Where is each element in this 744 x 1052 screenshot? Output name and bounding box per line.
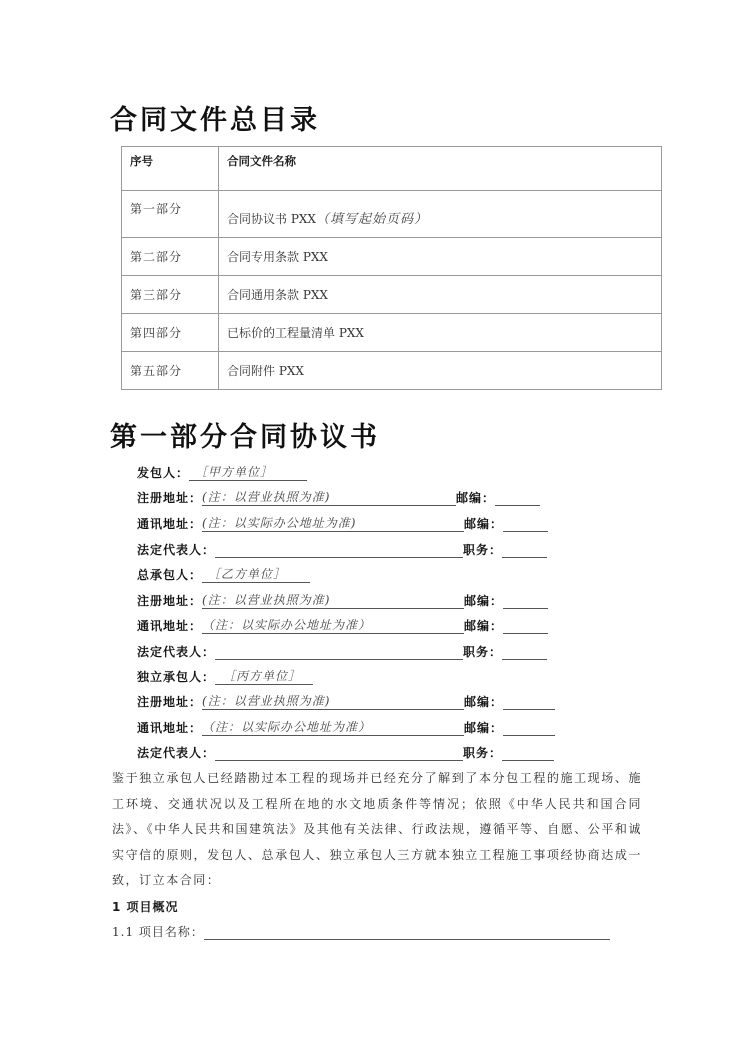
toc-doc-name: [219, 191, 662, 238]
independent-contractor-field[interactable]: ［丙方单位］: [215, 667, 313, 685]
toc-title: 合同文件总目录: [110, 105, 320, 136]
mail-address-field[interactable]: (注：以实际办公地址为准): [202, 514, 464, 532]
zip-field[interactable]: [503, 591, 548, 609]
toc-row: [122, 352, 662, 390]
zip-field[interactable]: [503, 692, 555, 710]
reg-address-label: 注册地址：: [137, 491, 203, 505]
position-label: 职务：: [463, 645, 503, 659]
toc-header-name: 合同文件名称: [219, 147, 662, 191]
toc-part: 第五部分: [122, 352, 219, 390]
toc-doc-name: 合同专用条款 PXX: [219, 238, 662, 276]
gc-reg-address-row: [137, 591, 548, 611]
toc-doc-name-text: 合同协议书 PXX: [227, 211, 316, 226]
reg-address-field[interactable]: (注：以营业执照为准): [202, 488, 456, 506]
general-contractor-label: 总承包人：: [137, 568, 203, 582]
project-name-label: 1.1 项目名称：: [112, 925, 204, 939]
legal-rep-label: 法定代表人：: [137, 645, 216, 659]
section-1-heading: 1 项目概况: [112, 900, 179, 914]
employer-label: 发包人：: [137, 466, 190, 480]
toc-table: [121, 146, 662, 390]
toc-row: [122, 238, 662, 276]
zip-label: 邮编：: [456, 491, 496, 505]
zip-label: 邮编：: [464, 695, 504, 709]
toc-page-hint: （填写起始页码）: [315, 211, 428, 227]
project-name-row: [112, 922, 610, 940]
project-name-field[interactable]: [204, 922, 610, 940]
employer-field[interactable]: ［甲方单位］: [189, 463, 307, 481]
toc-row: [122, 276, 662, 314]
toc-header-row: [122, 147, 662, 191]
zip-label: 邮编：: [464, 517, 504, 531]
position-label: 职务：: [463, 746, 503, 760]
mail-address-field[interactable]: （注：以实际办公地址为准）: [202, 718, 464, 736]
gc-rep-row: [137, 642, 547, 662]
agreement-title: 第一部分合同协议书: [110, 422, 380, 453]
general-contractor-row: [137, 565, 310, 585]
toc-part: 第二部分: [122, 238, 219, 276]
position-field[interactable]: [502, 743, 554, 761]
toc-part: 第一部分: [122, 191, 219, 238]
ic-rep-row: [137, 743, 554, 763]
ic-reg-address-row: [137, 692, 555, 712]
independent-contractor-label: 独立承包人：: [137, 670, 216, 684]
toc-row: [122, 314, 662, 352]
toc-doc-name: 合同通用条款 PXX: [219, 276, 662, 314]
gc-mail-address-row: [137, 616, 548, 636]
legal-rep-field[interactable]: [215, 743, 463, 761]
toc-row: [122, 191, 662, 238]
toc-header-number: 序号: [122, 147, 219, 191]
zip-label: 邮编：: [464, 721, 504, 735]
legal-rep-label: 法定代表人：: [137, 746, 216, 760]
toc-part: 第四部分: [122, 314, 219, 352]
position-label: 职务：: [463, 543, 503, 557]
ic-mail-address-row: [137, 718, 555, 738]
reg-address-label: 注册地址：: [137, 695, 203, 709]
mail-address-label: 通讯地址：: [137, 619, 203, 633]
toc-doc-name: 已标价的工程量清单 PXX: [219, 314, 662, 352]
general-contractor-field[interactable]: ［乙方单位］: [202, 565, 310, 583]
mail-address-field[interactable]: （注：以实际办公地址为准）: [202, 616, 464, 634]
reg-address-field[interactable]: (注：以营业执照为准): [202, 591, 464, 609]
employer-mail-address-row: [137, 514, 548, 534]
zip-field[interactable]: [503, 616, 548, 634]
position-field[interactable]: [502, 642, 547, 660]
employer-reg-address-row: [137, 488, 540, 508]
preamble-paragraph: 鉴于独立承包人已经踏勘过本工程的现场并已经充分了解到了本分包工程的施工现场、施工环境、交通状况以及工程所在地的水文地质条件等情况；依照《中华人民共和国合同法》、《中华人民共和国建筑法》及其他有关法律、行政法规，遵循平等、自愿、公平和诚实守信的原则，发包人、总承包人、独立承包人三方就本独立工程施工事项经协商达成一致，订立本合同：: [112, 771, 643, 887]
employer-row: [137, 463, 307, 483]
toc-part: 第三部分: [122, 276, 219, 314]
legal-rep-field[interactable]: [215, 642, 463, 660]
zip-field[interactable]: [495, 488, 540, 506]
zip-label: 邮编：: [464, 619, 504, 633]
employer-rep-row: [137, 540, 547, 560]
toc-doc-name: 合同附件 PXX: [219, 352, 662, 390]
independent-contractor-row: [137, 667, 313, 687]
zip-field[interactable]: [503, 514, 548, 532]
position-field[interactable]: [502, 540, 547, 558]
mail-address-label: 通讯地址：: [137, 721, 203, 735]
reg-address-label: 注册地址：: [137, 594, 203, 608]
legal-rep-label: 法定代表人：: [137, 543, 216, 557]
reg-address-field[interactable]: (注：以营业执照为准): [202, 692, 464, 710]
zip-label: 邮编：: [464, 594, 504, 608]
zip-field[interactable]: [503, 718, 555, 736]
mail-address-label: 通讯地址：: [137, 517, 203, 531]
legal-rep-field[interactable]: [215, 540, 463, 558]
